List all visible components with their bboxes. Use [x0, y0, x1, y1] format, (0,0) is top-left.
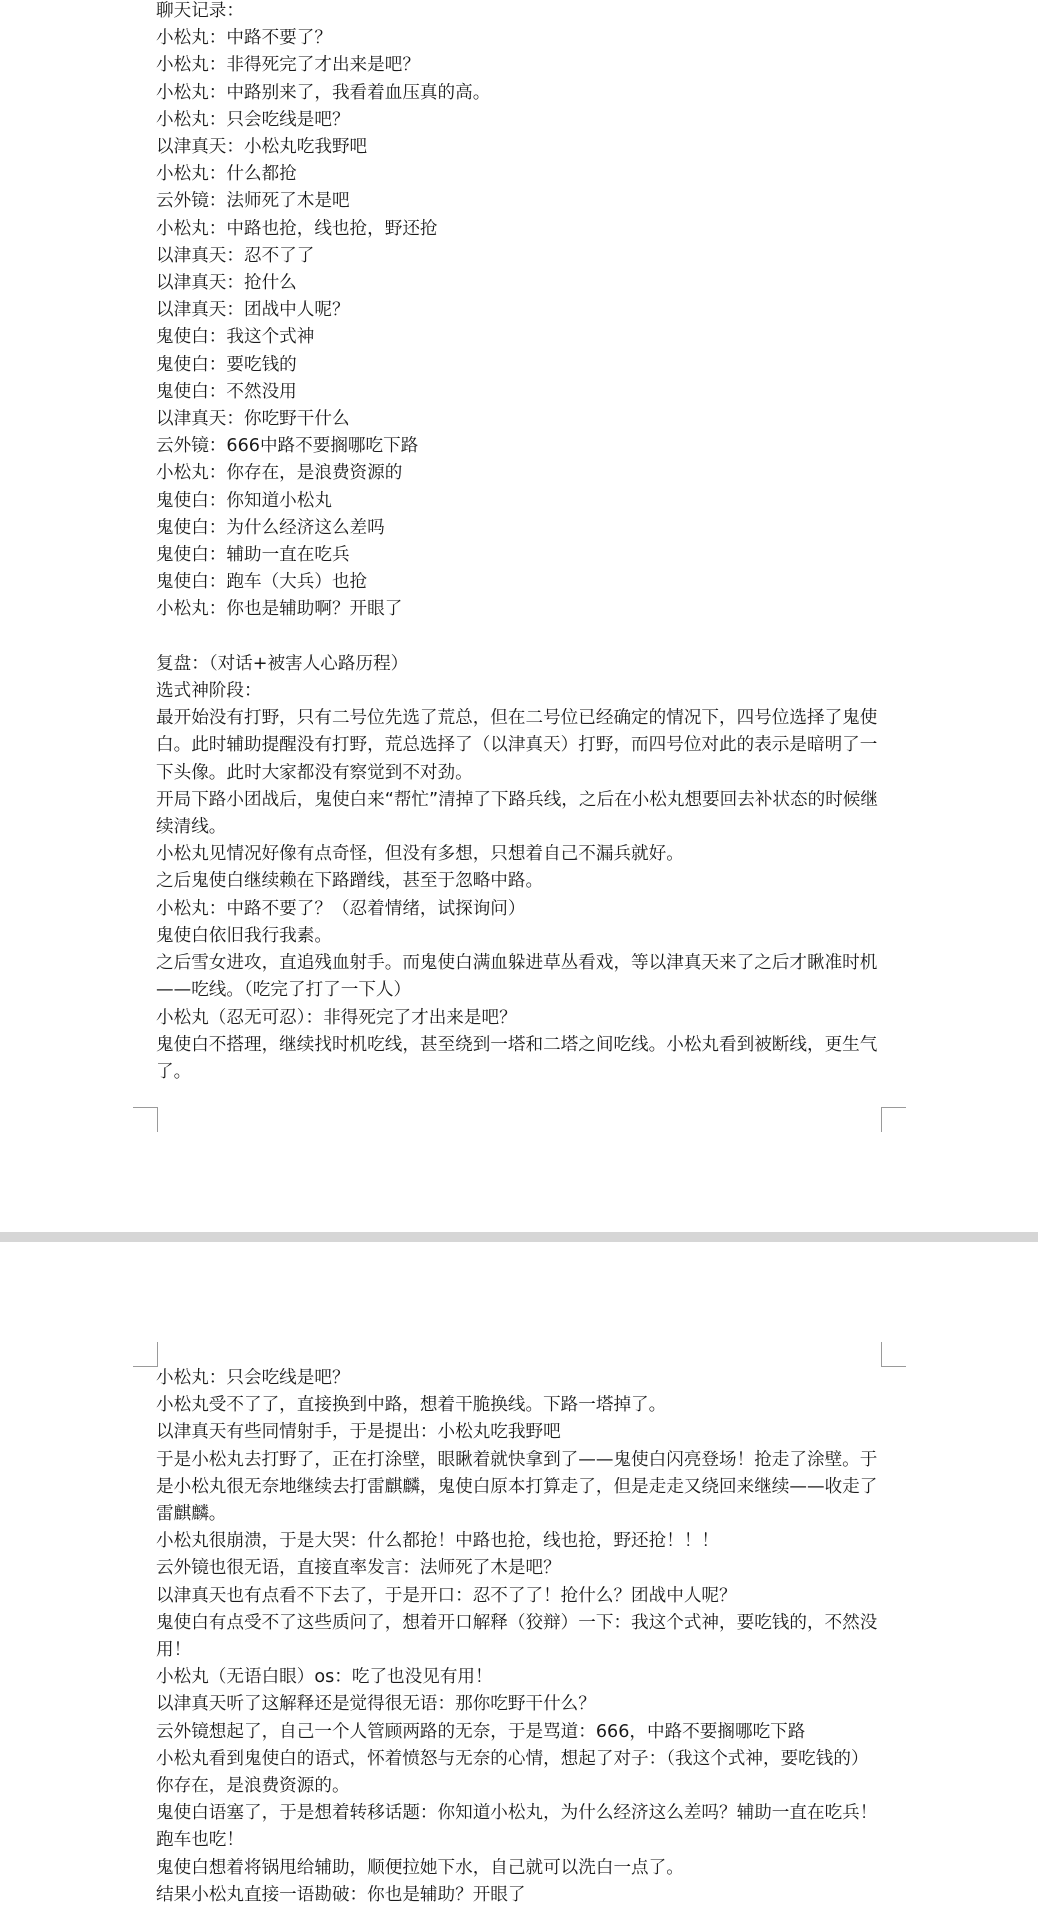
review-paragraph: 鬼使白语塞了，于是想着转移话题：你知道小松丸，为什么经济这么差吗？辅助一直在吃兵！跑车也吃！: [156, 1803, 878, 1851]
review-paragraph: 小松丸看到鬼使白的语式，怀着愤怒与无奈的心情，想起了对子：（我这个式神，要吃钱的）你存在，是浪费资源的。: [156, 1748, 869, 1797]
chat-line: 鬼使白：你知道小松丸: [156, 490, 332, 511]
chat-log-title: 聊天记录：: [156, 1, 244, 21]
review-paragraph: 结果小松丸直接一语勘破：你也是辅助？开眼了: [156, 1884, 526, 1905]
review-paragraph: 鬼使白不搭理，继续找时机吃线，甚至绕到一塔和二塔之间吃线。小松丸看到被断线，更生气了。: [156, 1034, 878, 1082]
chat-line: 云外镜：666中路不要搁哪吃下路: [156, 436, 419, 457]
chat-line: 小松丸：你存在，是浪费资源的: [156, 463, 403, 484]
chat-line: 鬼使白：跑车（大兵）也抢: [156, 572, 368, 593]
page-corner-mark-bottom-right: [881, 1107, 906, 1132]
document-page-2: [0, 1242, 1038, 1920]
review-paragraph: 鬼使白有点受不了这些质问了，想着开口解释（狡辩）一下：我这个式神，要吃钱的，不然没用！: [156, 1612, 878, 1661]
chat-line: 小松丸：中路别来了，我看着血压真的高。: [156, 82, 491, 103]
review-paragraph: 最开始没有打野，只有二号位先选了荒总，但在二号位已经确定的情况下，四号位选择了鬼使白。此时辅助提醒没有打野，荒总选择了（以津真天）打野，而四号位对此的表示是暗明了一下头像。此时大家都没有察觉到不对劲。: [156, 708, 878, 783]
review-paragraph: 小松丸见情况好像有点奇怪，但没有多想，只想着自己不漏兵就好。: [156, 844, 684, 865]
review-paragraph: 小松丸：中路不要了？（忍着情绪，试探询问）: [156, 898, 526, 919]
chat-line: 以津真天：小松丸吃我野吧: [156, 137, 368, 158]
review-title: 复盘：（对话+被害人心路历程）: [156, 653, 409, 674]
review-body-continued: [156, 1365, 882, 1909]
chat-line: 小松丸：中路不要了？: [156, 28, 332, 49]
chat-line: 以津真天：忍不了了: [156, 245, 315, 266]
review-paragraph: 云外镜想起了，自己一个人管顾两路的无奈，于是骂道：666，中路不要搁哪吃下路: [156, 1721, 806, 1742]
page-corner-mark-bottom-left: [133, 1107, 158, 1132]
chat-line: 以津真天：抢什么: [156, 273, 297, 294]
review-paragraph: 小松丸：只会吃线是吧？: [156, 1368, 350, 1388]
review-paragraph: 小松丸很崩溃，于是大哭：什么都抢！中路也抢，线也抢，野还抢！！！: [156, 1531, 720, 1552]
page-separator: [0, 1232, 1038, 1242]
page-2-text: [156, 1365, 882, 1909]
review-paragraph: 鬼使白想着将锅甩给辅助，顺便拉她下水，自己就可以洗白一点了。: [156, 1857, 684, 1878]
chat-line: 以津真天：团战中人呢？: [156, 300, 350, 321]
review-paragraph: 小松丸（无语白眼）os：吃了也没见有用！: [156, 1667, 493, 1688]
review-paragraph: 之后雪女进攻，直追残血射手。而鬼使白满血躲进草丛看戏，等以津真天来了之后才瞅准时机——吃线。（吃完了打了一下人）: [156, 953, 878, 1001]
chat-line: 鬼使白：为什么经济这么差吗: [156, 517, 385, 538]
review-paragraph: 小松丸受不了了，直接换到中路，想着干脆换线。下路一塔掉了。: [156, 1395, 667, 1416]
page-corner-mark-top-right: [881, 1342, 906, 1367]
page-1-text: [156, 0, 882, 1086]
review-body: [156, 705, 882, 1086]
chat-line: 小松丸：什么都抢: [156, 164, 297, 185]
review-paragraph: 于是小松丸去打野了，正在打涂壁，眼瞅着就快拿到了——鬼使白闪亮登场！抢走了涂壁。于是小松丸很无奈地继续去打雷麒麟，鬼使白原本打算走了，但是走走又绕回来继续——收走了雷麒麟。: [156, 1449, 878, 1525]
review-paragraph: 以津真天也有点看不下去了，于是开口：忍不了了！抢什么？团战中人呢？: [156, 1585, 737, 1606]
chat-line: 小松丸：只会吃线是吧？: [156, 109, 350, 130]
review-paragraph: 云外镜也很无语，直接直率发言：法师死了木是吧？: [156, 1558, 561, 1579]
review-paragraph: 小松丸（忍无可忍）：非得死完了才出来是吧？: [156, 1007, 517, 1028]
review-paragraph: 之后鬼使白继续赖在下路蹭线，甚至于忽略中路。: [156, 871, 544, 892]
chat-line: 小松丸：非得死完了才出来是吧？: [156, 55, 420, 76]
blank-line: [156, 624, 882, 651]
chat-line: 云外镜：法师死了木是吧: [156, 191, 350, 212]
chat-line: 鬼使白：我这个式神: [156, 327, 315, 348]
chat-line: 鬼使白：要吃钱的: [156, 354, 297, 375]
chat-line: 小松丸：中路也抢，线也抢，野还抢: [156, 218, 438, 239]
chat-log: [156, 25, 882, 623]
chat-line: 以津真天：你吃野干什么: [156, 409, 350, 430]
draft-phase-title: 选式神阶段：: [156, 681, 262, 702]
review-paragraph: 开局下路小团战后，鬼使白来“帮忙”清掉了下路兵线，之后在小松丸想要回去补状态的时候继续清线。: [156, 789, 878, 838]
review-paragraph: 鬼使白依旧我行我素。: [156, 925, 332, 946]
review-paragraph: 以津真天听了这解释还是觉得很无语：那你吃野干什么？: [156, 1694, 596, 1715]
review-paragraph: 以津真天有些同情射手，于是提出：小松丸吃我野吧: [156, 1422, 561, 1443]
page-corner-mark-top-left: [133, 1342, 158, 1367]
chat-line: 鬼使白：辅助一直在吃兵: [156, 545, 350, 566]
chat-line: 鬼使白：不然没用: [156, 381, 297, 402]
chat-line: 小松丸：你也是辅助啊？开眼了: [156, 599, 403, 620]
